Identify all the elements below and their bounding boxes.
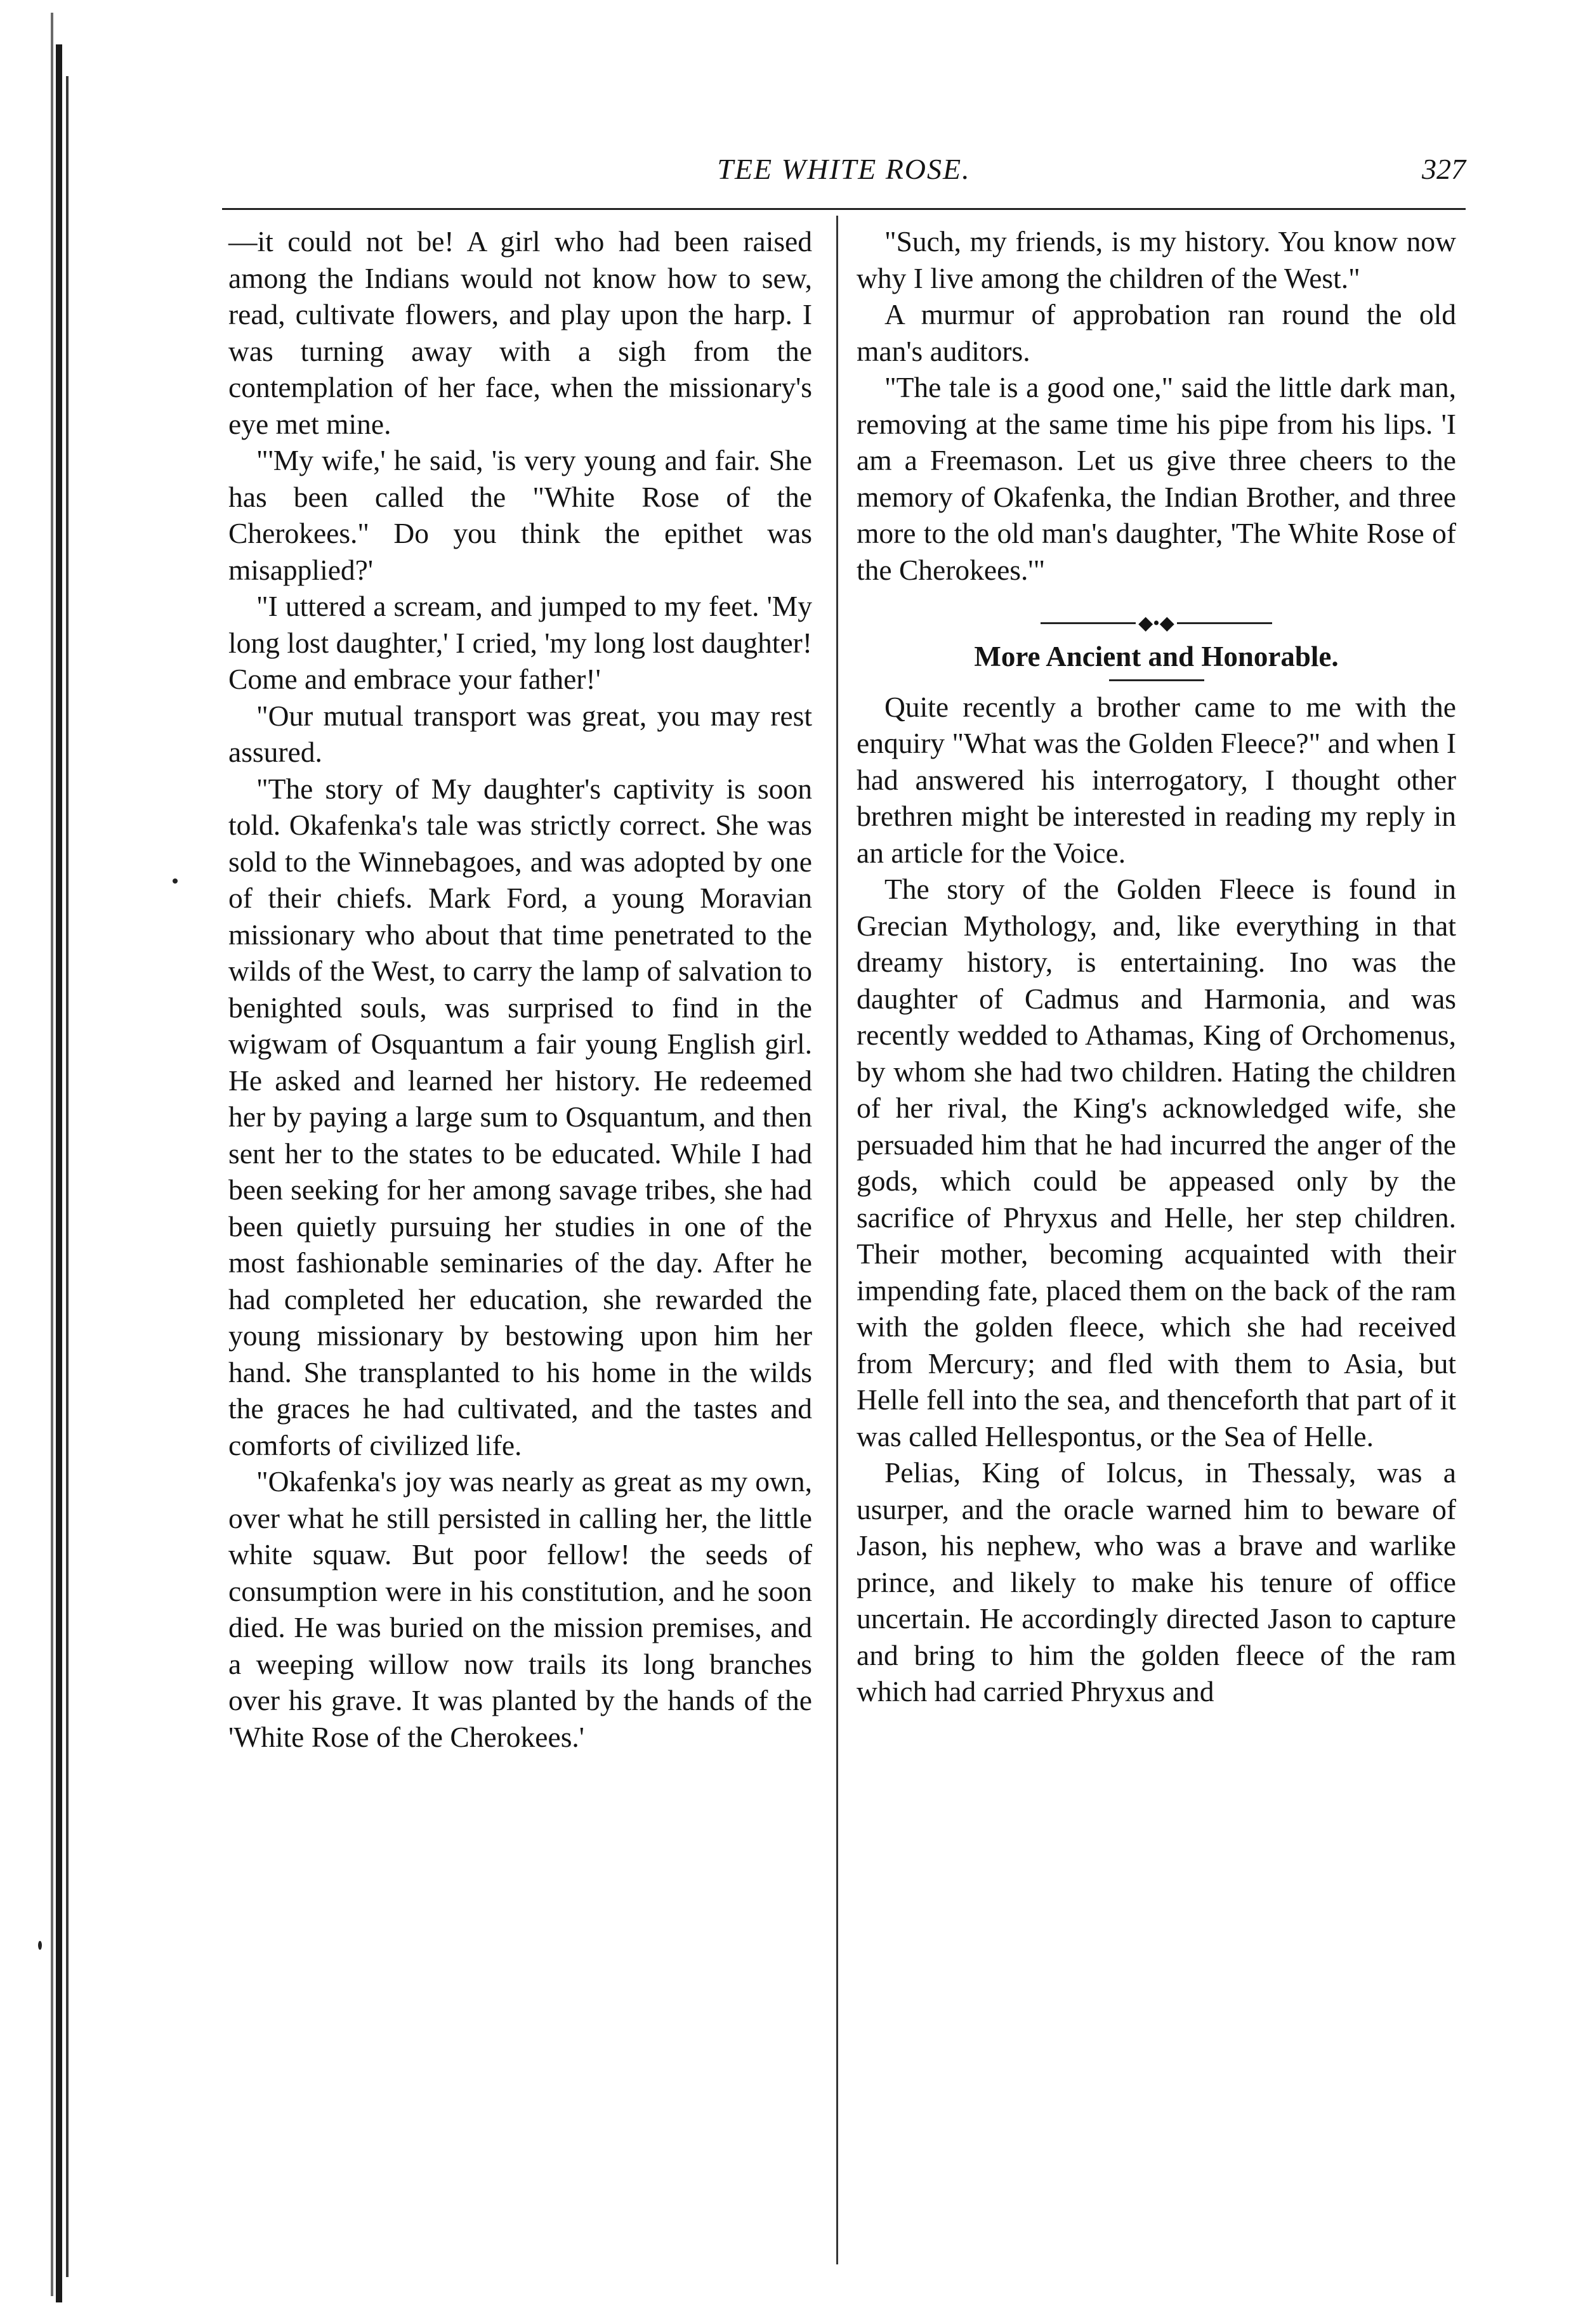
- paragraph: "Our mutual transport was great, you may rest assured.: [228, 699, 812, 768]
- paragraph: "Such, my friends, is my history. You know now why I live among the children of the West.": [857, 225, 1456, 294]
- running-head: [222, 152, 1466, 190]
- column-divider: [836, 216, 838, 2264]
- paragraph: Quite recently a brother came to me with the enquiry "What was the Golden Fleece?" and when I had answered his interrogatory, I thought other brethren might be interested in reading my reply in an article for the Voice.: [857, 690, 1456, 869]
- scan-speck: [38, 1941, 42, 1950]
- paragraph: The story of the Golden Fleece is found in Grecian Mythology, and, like everything in that dreamy history, is entertaining. Ino was the daughter of Cadmus and Harmonia, and was recently wedded to Athamas, King of Orchomenus, by whom she had two children. Hating the children of her rival, the King's acknowledged wife, she persuaded him that he had incurred the anger of the gods, which could be appeased only by the sacrifice of Phryxus and Helle, her step children. Their mother, becoming acquainted with their impending fate, placed them on the back of the ram with the golden fleece, which she had received from Mercury; and fled with them to Asia, but Helle fell into the sea, and thenceforth that part of it was called Hellespontus, or the Sea of Helle.: [857, 873, 1456, 1452]
- binding-shadow-inner: [66, 76, 69, 2277]
- heading-rule: [1109, 679, 1204, 681]
- paragraph: "I uttered a scream, and jumped to my feet. 'My long lost daughter,' I cried, 'my long lost daughter! Come and embrace your father!': [228, 590, 812, 695]
- ornament-glyph: ◆•◆: [1138, 612, 1174, 634]
- page-number: 327: [1422, 153, 1466, 185]
- paragraph: "The tale is a good one," said the little dark man, removing at the same time his pipe from his lips. 'I am a Freemason. Let us give three cheers to the memory of Okafenka, the Indian Brother, and three more to the old man's daughter, 'The White Rose of the Cherokees.'": [857, 371, 1456, 586]
- paragraph: "'My wife,' he said, 'is very young and fair. She has been called the "White Rose of the Cherokees." Do you think the epithet was misapplied?': [228, 444, 812, 586]
- ornament-rule-left: [1041, 622, 1136, 624]
- running-title: TEE WHITE ROSE.: [717, 153, 971, 185]
- page: [222, 152, 1466, 2277]
- scan-speck: [173, 878, 178, 884]
- ornament-rule-right: [1177, 622, 1272, 624]
- right-column: [857, 223, 1456, 1710]
- paragraph: "Okafenka's joy was nearly as great as my own, over what he still persisted in calling her, the little white squaw. But poor fellow! the seeds of consumption were in his constitution, and he soon died. He was buried on the mission premises, and a weeping willow now trails its long branches over his grave. It was planted by the hands of the 'White Rose of the Cherokees.': [228, 1465, 812, 1753]
- paragraph: "The story of My daughter's captivity is soon told. Okafenka's tale was strictly correct. She was sold to the Winnebagoes, and was adopted by one of their chiefs. Mark Ford, a young Moravian missionary who about that time penetrated to the wilds of the West, to carry the lamp of salvation to benighted souls, was surprised to find in the wigwam of Osquantum a fair young English girl. He asked and learned her history. He redeemed her by paying a large sum to Osquantum, and then sent her to the states to be educated. While I had been seeking for her among savage tribes, she had been quietly pursuing her studies in one of the most fashionable seminaries of the day. After he had completed her education, she rewarded the young missionary by bestowing upon him her hand. She transplanted to his home in the wilds the graces he had cultivated, and the tastes and comforts of civilized life.: [228, 772, 812, 1461]
- section-heading: More Ancient and Honorable.: [974, 641, 1339, 672]
- paragraph: A murmur of approbation ran round the old man's auditors.: [857, 298, 1456, 367]
- binding-edge: [0, 0, 76, 2324]
- paragraph: Pelias, King of Iolcus, in Thessaly, was a usurper, and the oracle warned him to beware of Jason, his nephew, who was a brave and warlike prince, and likely to make his tenure of office uncertain. He accordingly directed Jason to capture and bring to him the golden fleece of the ram which had carried Phryxus and: [857, 1456, 1456, 1707]
- header-rule: [222, 208, 1466, 210]
- left-column: [228, 223, 812, 1755]
- section-ornament: [857, 602, 1456, 634]
- binding-shadow: [56, 44, 62, 2302]
- paragraph: —it could not be! A girl who had been raised among the Indians would not know how to sew, read, cultivate flowers, and play upon the harp. I was turning away with a sigh from the contemplation of her face, when the missionary's eye met mine.: [228, 225, 812, 440]
- binding-shadow-outer: [51, 13, 53, 2296]
